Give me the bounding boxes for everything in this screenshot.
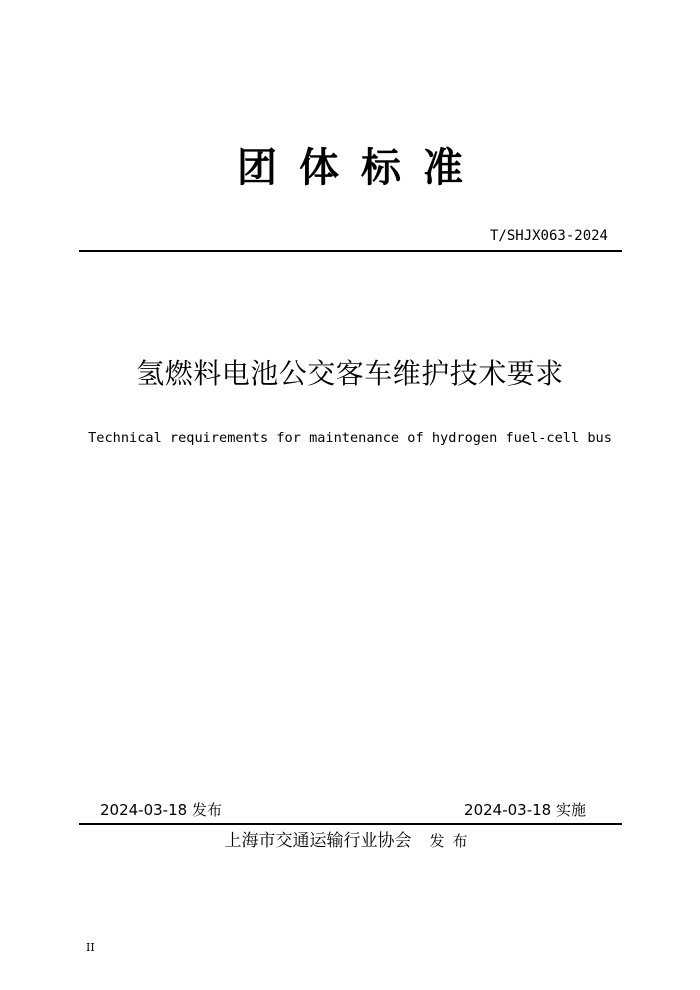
top-divider [79,250,622,252]
document-title-english: Technical requirements for maintenance of hydrogen fuel-cell bus [88,430,612,446]
bottom-divider [79,823,622,825]
implementation-date: 2024-03-18 实施 [464,801,586,819]
page-number: II [86,941,95,954]
standard-number: T/SHJX063-2024 [489,228,608,244]
publisher-action: 发布 [429,832,476,850]
standard-type-heading: 团体标准 [237,145,485,191]
document-title-chinese: 氢燃料电池公交客车维护技术要求 [136,357,564,390]
publisher-name: 上海市交通运输行业协会 [224,831,412,851]
publisher-line [0,829,700,853]
publication-date: 2024-03-18 发布 [100,801,222,819]
